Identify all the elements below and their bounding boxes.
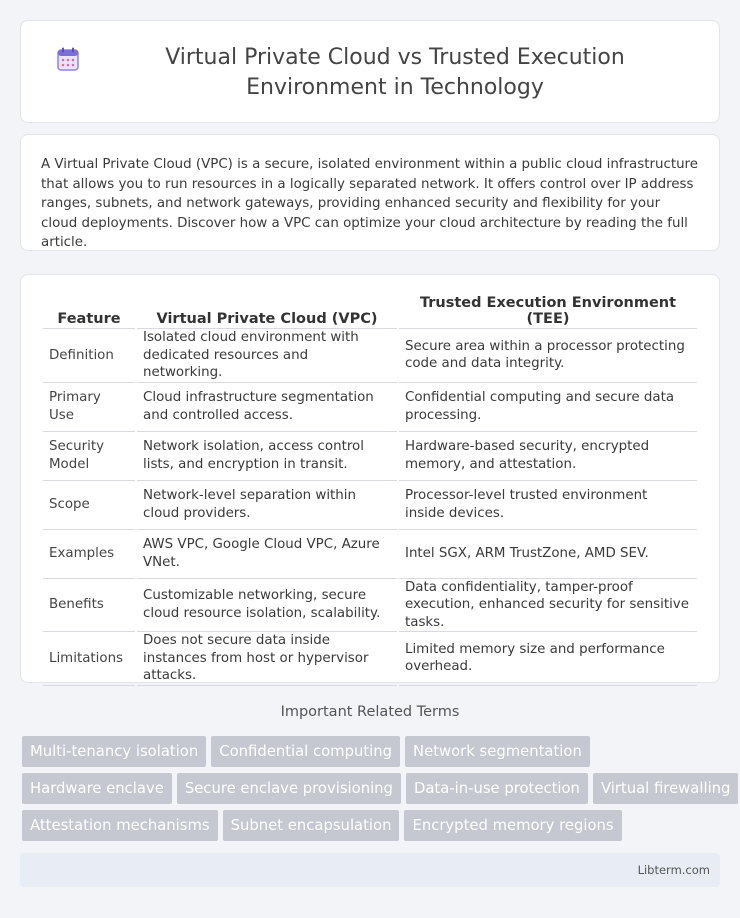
table-header-row [43,295,697,329]
table-row [43,530,697,579]
comparison-card [20,274,720,683]
title-card [20,20,720,123]
table-row [43,383,697,432]
table-row [43,579,697,633]
header-vpc: Virtual Private Cloud (VPC) [137,295,397,329]
tag-row [22,773,731,804]
tag-row [22,736,722,767]
row-tee: Confidential computing and secure data processing. [399,383,697,432]
row-vpc: Cloud infrastructure segmentation and controlled access. [137,383,397,432]
table-row [43,481,697,530]
footer-site-link[interactable]: Libterm.com [637,863,710,877]
row-feature: Examples [43,530,135,579]
tag-network-segmentation[interactable]: Network segmentation [405,736,590,767]
row-vpc: Network-level separation within cloud providers. [137,481,397,530]
related-terms [22,736,731,847]
row-vpc: AWS VPC, Google Cloud VPC, Azure VNet. [137,530,397,579]
row-tee: Intel SGX, ARM TrustZone, AMD SEV. [399,530,697,579]
row-feature: Primary Use [43,383,135,432]
intro-card [20,134,720,251]
row-tee: Limited memory size and performance overhead. [399,632,697,686]
header-tee: Trusted Execution Environment (TEE) [399,295,697,329]
row-feature: Benefits [43,579,135,633]
intro-paragraph: A Virtual Private Cloud (VPC) is a secure, isolated environment within a public cloud infrastructure that allows you to run resources in a logically separated network. It offers control over IP address ranges, subnets, and network gateways, providing enhanced security and flexibility for your cloud deployments. Discover how a VPC can optimize your cloud architecture by reading the full article. [41,157,699,250]
tag-multi-tenancy-isolation[interactable]: Multi-tenancy isolation [22,736,206,767]
table-row [43,632,697,686]
row-tee: Data confidentiality, tamper-proof execution, enhanced security for sensitive tasks. [399,579,697,633]
row-tee: Hardware-based security, encrypted memory, and attestation. [399,432,697,481]
row-vpc: Customizable networking, secure cloud resource isolation, scalability. [137,579,397,633]
tag-confidential-computing[interactable]: Confidential computing [211,736,400,767]
row-feature: Limitations [43,632,135,686]
tag-attestation-mechanisms[interactable]: Attestation mechanisms [22,810,218,841]
comparison-table [41,295,699,686]
footer [20,853,720,887]
tag-virtual-firewalling[interactable]: Virtual firewalling [593,773,739,804]
related-terms-title: Important Related Terms [280,704,460,720]
row-vpc: Isolated cloud environment with dedicated resources and networking. [137,329,397,383]
row-feature: Definition [43,329,135,383]
row-feature: Security Model [43,432,135,481]
row-vpc: Does not secure data inside instances from host or hypervisor attacks. [137,632,397,686]
header-feature: Feature [43,295,135,329]
tag-row [22,810,722,841]
row-tee: Processor-level trusted environment inside devices. [399,481,697,530]
tag-hardware-enclave[interactable]: Hardware enclave [22,773,172,804]
row-feature: Scope [43,481,135,530]
tag-secure-enclave-provisioning[interactable]: Secure enclave provisioning [177,773,401,804]
row-tee: Secure area within a processor protecting code and data integrity. [399,329,697,383]
table-row [43,329,697,383]
table-row [43,432,697,481]
tag-subnet-encapsulation[interactable]: Subnet encapsulation [223,810,400,841]
calendar-icon [57,47,79,71]
title-wrap [21,43,719,103]
tag-encrypted-memory-regions[interactable]: Encrypted memory regions [404,810,621,841]
row-vpc: Network isolation, access control lists, and encryption in transit. [137,432,397,481]
page-title: Virtual Private Cloud vs Trusted Execution Environment in Technology [165,45,625,100]
tag-data-in-use-protection[interactable]: Data-in-use protection [406,773,588,804]
